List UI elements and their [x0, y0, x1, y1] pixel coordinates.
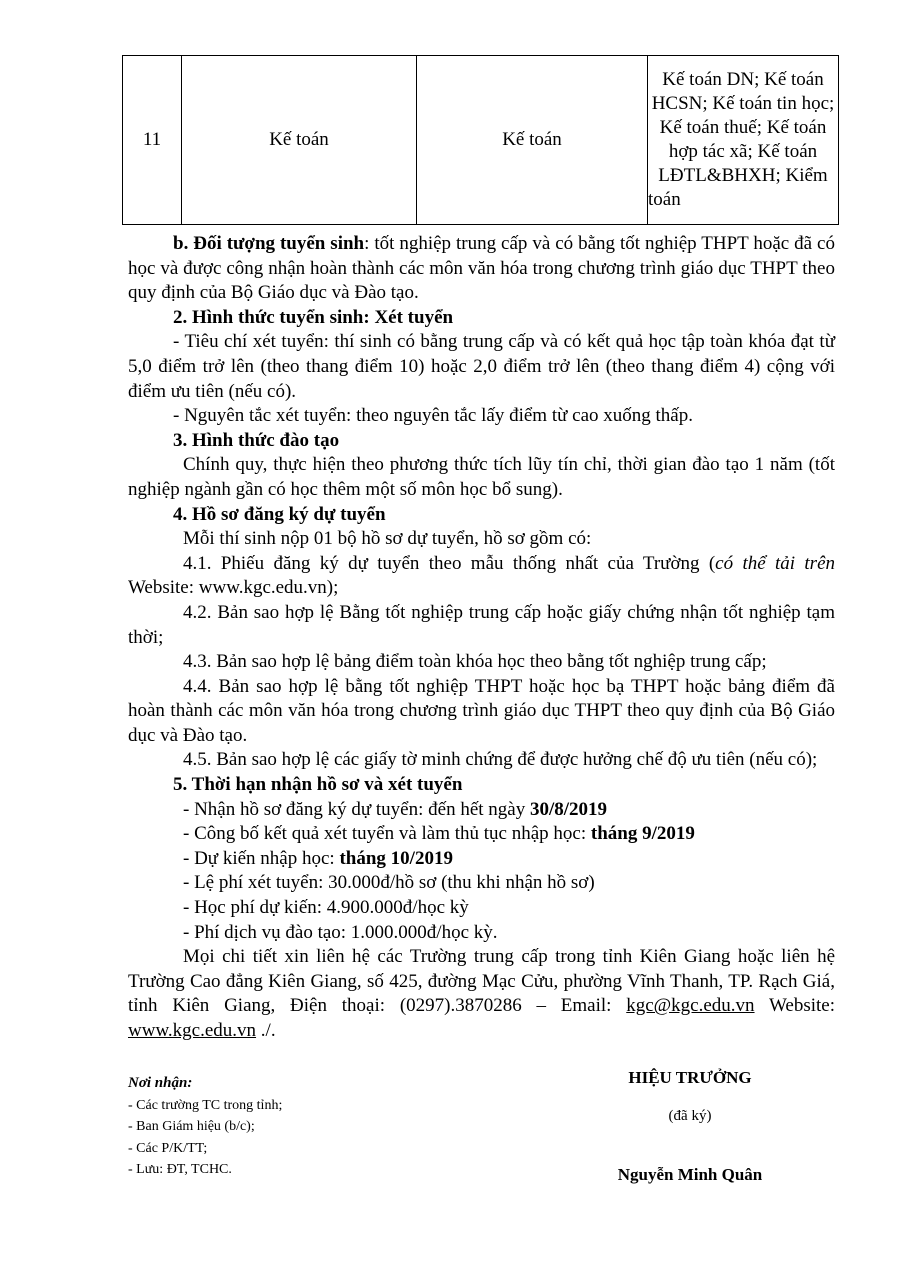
signature-block [560, 1068, 820, 1185]
line-2-text: - Công bố kết quả xét tuyển và làm thủ tục nhập học: [183, 823, 591, 845]
section-4-item-4: 4.4. Bản sao hợp lệ bằng tốt nghiệp THPT hoặc học bạ THPT hoặc bảng điểm đã hoàn thành các môn văn hóa trong chương trình giáo dục THPT theo quy định của Bộ Giáo dục và Đào tạo. [128, 675, 835, 746]
website-label: Website: [754, 995, 836, 1017]
line-3-text: - Dự kiến nhập học: [183, 847, 340, 869]
section-5-line-3 [128, 847, 835, 872]
item-1-suffix: Website: www.kgc.edu.vn); [128, 577, 339, 599]
section-2-principle: - Nguyên tắc xét tuyển: theo nguyên tắc lấy điểm từ cao xuống thấp. [173, 405, 693, 427]
table-row [123, 56, 839, 225]
section-4-item-1 [128, 552, 835, 601]
signed-status: (đã ký) [668, 1108, 712, 1124]
section-b-text: : tốt nghiệp trung cấp và có bằng tốt nghiệp THPT hoặc đã có học và được công nhận hoàn thành các môn văn hóa trong chương trình giáo dục THPT theo quy định của Bộ Giáo dục và Đào tạo. [128, 233, 835, 304]
document-body [128, 232, 835, 1044]
list-item: - Các P/K/TT; [128, 1140, 208, 1156]
section-5-line-5: - Học phí dự kiến: 4.900.000đ/học kỳ [183, 897, 469, 919]
section-b-label: b. Đối tượng tuyển sinh [173, 233, 365, 254]
item-1-italic: có thể tải trên [715, 552, 835, 574]
item-1-prefix: 4.1. Phiếu đăng ký dự tuyển theo mẫu thống nhất của Trường ( [183, 552, 716, 574]
section-3-text: Chính quy, thực hiện theo phương thức tích lũy tín chỉ, thời gian đào tạo 1 năm (tốt nghiệp ngành gần có học thêm một số môn học bổ sung). [128, 454, 835, 500]
row-number: 11 [123, 56, 182, 225]
section-5-line-1 [128, 798, 835, 823]
list-item: - Lưu: ĐT, TCHC. [128, 1162, 232, 1177]
section-2-criteria: - Tiêu chí xét tuyển: thí sinh có bằng trung cấp và có kết quả học tập toàn khóa đạt từ 5,0 điểm trở lên (theo thang điểm 10) hoặc 2,0 điểm trở lên (theo thang điểm 4) cộng với điểm ưu tiên (nếu có). [128, 331, 835, 402]
deadline-date: 30/8/2019 [529, 798, 608, 820]
recipients-block [128, 1073, 448, 1181]
recipients-title: Nơi nhận: [128, 1075, 193, 1091]
section-5-line-6: - Phí dịch vụ đào tạo: 1.000.000đ/học kỳ. [183, 921, 498, 943]
section-b-paragraph [128, 232, 835, 306]
section-2-heading: 2. Hình thức tuyển sinh: Xét tuyển [173, 306, 454, 328]
major-name: Kế toán [417, 56, 648, 225]
contact-text: Mọi chi tiết xin liên hệ các Trường trung cấp trong tỉnh Kiên Giang hoặc liên hệ Trường Cao đẳng Kiên Giang, số 425, đường Mạc Cửu, phường Vĩnh Thanh, TP. Rạch Giá, tỉnh Kiên Giang, Điện thoại: (0297).3870286 – Email: [128, 946, 835, 1017]
line-1-text: - Nhận hồ sơ đăng ký dự tuyển: đến hết ngày [183, 798, 530, 820]
contact-paragraph [128, 945, 835, 1043]
specializations: Kế toán DN; Kế toán HCSN; Kế toán tin học; Kế toán thuế; Kế toán hợp tác xã; Kế toán LĐTL&BHXH; Kiểm toán [648, 56, 839, 225]
section-4-item-5: 4.5. Bản sao hợp lệ các giấy tờ minh chứng để được hưởng chế độ ưu tiên (nếu có); [183, 749, 818, 771]
section-4-intro: Mỗi thí sinh nộp 01 bộ hồ sơ dự tuyển, hồ sơ gồm có: [183, 528, 592, 550]
section-5-line-2 [128, 822, 835, 847]
section-4-heading: 4. Hồ sơ đăng ký dự tuyển [173, 503, 386, 525]
program-table [122, 55, 839, 225]
section-4-item-3: 4.3. Bản sao hợp lệ bảng điểm toàn khóa học theo bằng tốt nghiệp trung cấp; [183, 651, 767, 673]
section-5-line-4: - Lệ phí xét tuyển: 30.000đ/hồ sơ (thu khi nhận hồ sơ) [183, 872, 595, 894]
contact-end: ./. [256, 1020, 276, 1041]
enrollment-month: tháng 10/2019 [339, 847, 453, 869]
section-4-item-2: 4.2. Bản sao hợp lệ Bằng tốt nghiệp trung cấp hoặc giấy chứng nhận tốt nghiệp tạm thời; [128, 601, 835, 648]
section-5-heading: 5. Thời hạn nhận hồ sơ và xét tuyển [173, 774, 463, 796]
list-item: - Các trường TC trong tỉnh; [128, 1097, 283, 1113]
signer-title: HIỆU TRƯỞNG [628, 1068, 752, 1087]
program-name: Kế toán [182, 56, 417, 225]
list-item: - Ban Giám hiệu (b/c); [128, 1119, 255, 1134]
website-link[interactable]: www.kgc.edu.vn [128, 1020, 257, 1041]
section-3-heading: 3. Hình thức đào tạo [173, 429, 340, 451]
signer-name: Nguyễn Minh Quân [617, 1165, 763, 1184]
results-month: tháng 9/2019 [590, 823, 695, 845]
email-link[interactable]: kgc@kgc.edu.vn [626, 995, 755, 1017]
